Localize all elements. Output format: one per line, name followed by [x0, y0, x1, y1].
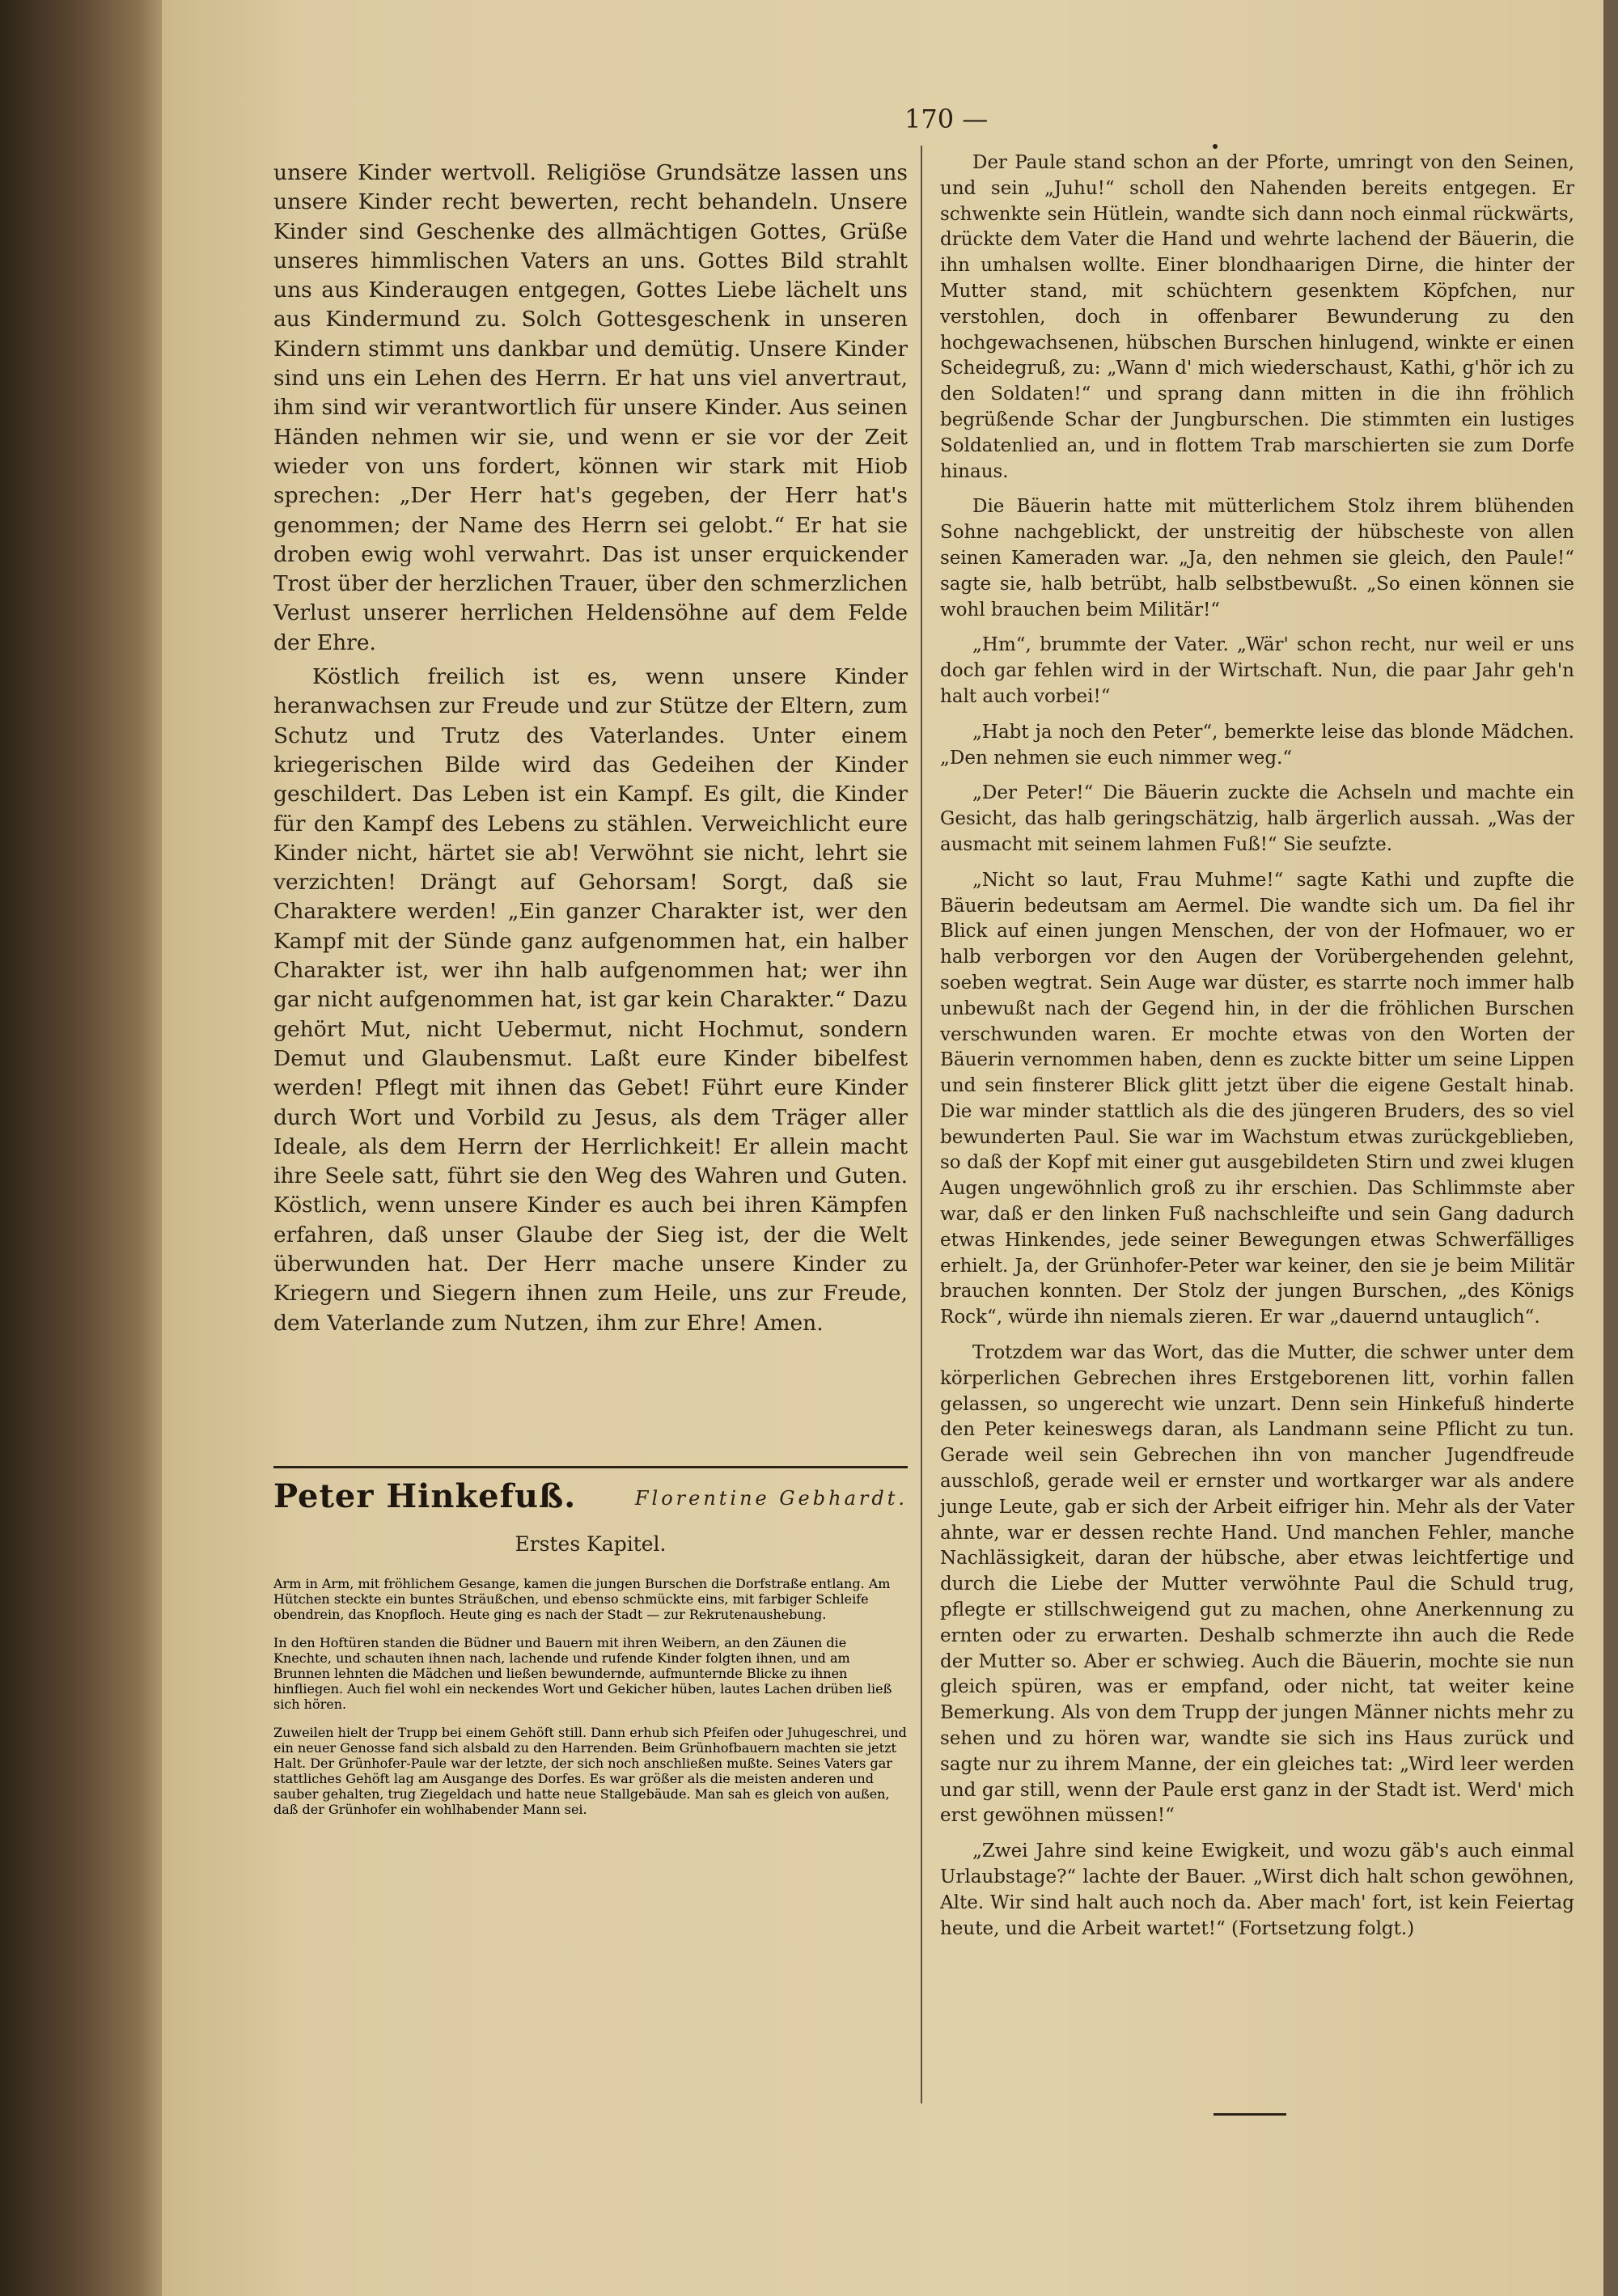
chapter-heading: Erstes Kapitel.: [515, 1532, 667, 1556]
story-paragraph: „Zwei Jahre sind keine Ewigkeit, und wozu gäb's auch einmal Urlaubstage?“ lachte der Bauer. „Wirst dich halt schon gewöhnen, Alte. Wir sind halt auch noch da. Aber mach' fort, ist kein Feiertag heute, und die Arbeit wartet!“ (Fortsetzung folgt.): [940, 1841, 1574, 1939]
story-paragraph: Arm in Arm, mit fröhlichem Gesange, kamen die jungen Burschen die Dorfstraße entlang. Am Hütchen steckte ein buntes Sträußchen, und ebenso schmückte eins, mit farbiger Schleife obendrein, das Knopfloch. Heute ging es nach der Stadt — zur Rekrutenaushebung.: [273, 1576, 891, 1622]
end-rule: [1214, 2113, 1286, 2116]
section-divider: [273, 1466, 908, 1468]
story-title: Peter Hinkefuß.: [273, 1477, 577, 1515]
page-edge: [1603, 0, 1618, 2296]
book-spine: [0, 0, 186, 2296]
ink-dot: [1213, 144, 1218, 149]
page-number: 170 —: [904, 104, 989, 134]
story-paragraph: Der Paule stand schon an der Pforte, umringt von den Seinen, und sein „Juhu!“ scholl den Nahenden bereits entgegen. Er schwenkte sein Hütlein, wandte sich dann noch einmal rückwärts, drückte dem Vater die Hand und wehrte lachend der Bäuerin, die ihn umhalsen wollte. Einer blondhaarigen Dirne, die hinter der Mutter stand, mit schüchtern gesenktem Köpfchen, nur verstohlen, doch in offenbarer Bewunderung zu den hochgewachsenen, hübschen Burschen hinlugend, winkte er einen Scheidegruß, zu: „Wann d' mich wiederschaust, Kathi, g'hör ich zu den Soldaten!“ und sprang dann mitten in die ihn fröhlich begrüßende Schar der Jungburschen. Die stimmten ein lustiges Soldatenlied an, und in flottem Trab marschierten sie zum Dorfe hinaus.: [940, 152, 1574, 482]
story-paragraph: „Habt ja noch den Peter“, bemerkte leise das blonde Mädchen. „Den nehmen sie euch nimmer weg.“: [940, 721, 1574, 769]
left-paragraph-2: Köstlich freilich ist es, wenn unsere Kinder heranwachsen zur Freude und zur Stütze der Eltern, zum Schutz und Trutz des Vaterlandes. Unter einem kriegerischen Bilde wird das Gedeihen der Kinder geschildert. Das Leben ist ein Kampf. Es gilt, die Kinder für den Kampf des Lebens zu stählen. Verweichlicht eure Kinder nicht, härtet sie ab! Verwöhnt sie nicht, lehrt sie verzichten! Drängt auf Gehorsam! Sorgt, daß sie Charaktere werden! „Ein ganzer Charakter ist, wer den Kampf mit der Sünde ganz aufgenommen hat, ein halber Charakter ist, wer ihn halb aufgenommen hat; wer ihn gar nicht aufgenommen hat, ist gar kein Charakter.“ Dazu gehört Mut, nicht Uebermut, nicht Hochmut, sondern Demut und Glaubensmut. Laßt eure Kinder bibelfest werden! Pflegt mit ihnen das Gebet! Führt eure Kinder durch Wort und Vorbild zu Jesus, als dem Träger aller Ideale, als dem Herrn der Herrlichkeit! Er allein macht ihre Seele satt, führt sie den Weg des Wahren und Guten. Köstlich, wenn unsere Kinder es auch bei ihren Kämpfen erfahren, daß unser Glaube der Sieg ist, der die Welt überwunden hat. Der Herr mache unsere Kinder zu Kriegern und Siegern ihnen zum Heile, uns zur Freude, dem Vaterlande zum Nutzen, ihm zur Ehre! Amen.: [273, 664, 908, 1336]
story-paragraph: Die Bäuerin hatte mit mütterlichem Stolz ihrem blühenden Sohne nachgeblickt, der unstreitig der hübscheste von allen seinen Kameraden war. „Ja, den nehmen sie gleich, den Paule!“ sagte sie, halb betrübt, halb selbstbewußt. „So einen können sie wohl brauchen beim Militär!“: [940, 496, 1574, 621]
story-paragraph: Zuweilen hielt der Trupp bei einem Gehöft still. Dann erhub sich Pfeifen oder Juhugeschrei, und ein neuer Genosse fand sich alsbald zu den Harrenden. Beim Grünhofbauern machten sie jetzt Halt. Der Grünhofer-Paule war der letzte, der sich noch anschließen mußte. Seines Vaters gar stattliches Gehöft lag am Ausgange des Dorfes. Es war größer als die meisten anderen und sauber gehalten, trug Ziegeldach und hatte neue Stallgebäude. Man sah es gleich von außen, daß der Grünhofer ein wohlhabender Mann sei.: [273, 1725, 907, 1817]
story-header: [273, 1477, 908, 1523]
story-paragraph: „Nicht so laut, Frau Muhme!“ sagte Kathi und zupfte die Bäuerin bedeutsam am Aermel. Die wandte sich um. Da fiel ihr Blick auf einen jungen Menschen, der von der Hofmauer, wo er halb verborgen vor den Augen der Vorübergehenden gelehnt, soeben wegtrat. Sein Auge war düster, es starrte noch immer halb unbewußt nach der Gegend hin, in der die fröhlichen Burschen verschwunden waren. Er mochte etwas von den Worten der Bäuerin vernommen haben, denn es zuckte bitter um seine Lippen und sein finsterer Blick glitt jetzt über die eigene Gestalt hinab. Die war minder stattlich als die des jüngeren Bruders, des so viel bewunderten Paul. Sie war im Wachstum etwas zurückgeblieben, so daß der Kopf mit einer gut ausgebildeten Stirn und zwei klugen Augen ungewöhnlich groß zu ihr erschien. Das Schlimmste aber war, daß er den linken Fuß nachschleifte und sein Gang dadurch etwas Hinkendes, jede seiner Bewegungen etwas Schwerfälliges erhielt. Ja, der Grünhofer-Peter war keiner, den sie je beim Militär brauchen konnten. Der Stolz der jungen Burschen, „des Königs Rock“, würde ihn niemals zieren. Er war „dauernd untauglich“.: [940, 869, 1574, 1328]
story-paragraph: Trotzdem war das Wort, das die Mutter, die schwer unter dem körperlichen Gebrechen ihres Erstgeborenen litt, vorhin fallen gelassen, so ungerecht wie unzart. Denn sein Hinkefuß hinderte den Peter keineswegs daran, als Landmann seine Pflicht zu tun. Gerade weil sein Gebrechen ihn von mancher Jugendfreude ausschloß, gerade weil er ernster und wortkarger war als andere junge Leute, gab er sich der Arbeit eifriger hin. Mehr als der Vater ahnte, war er dessen rechte Hand. Und manchen Fehler, manche Nachlässigkeit, daran der hübsche, aber etwas leichtfertige und durch die Liebe der Mutter verwöhnte Paul die Schuld trug, pflegte er stillschweigend gut zu machen, ohne Anerkennung zu ernten oder zu erwarten. Deshalb schmerzte ihn auch die Rede der Mutter so. Aber er schwieg. Auch die Bäuerin, mochte sie nun gleich spüren, was er empfand, oder nicht, tat weiter keine Bemerkung. Als von dem Trupp der jungen Männer nichts mehr zu sehen und zu hören war, wandte sie sich ins Haus zurück und sagte nur zu ihrem Manne, der ein gleiches tat: „Wird leer werden und gar still, wenn der Paule erst ganz in der Stadt ist. Werd' mich erst gewöhnen müssen!“: [940, 1342, 1574, 1827]
story-left-text: [273, 1563, 908, 1830]
column-rule: [921, 146, 922, 2103]
right-column: [940, 150, 1574, 1942]
story-paragraph: In den Hoftüren standen die Büdner und Bauern mit ihren Weibern, an den Zäunen die Knechte, und schauten ihnen nach, lachende und rufende Kinder folgten ihnen, und am Brunnen lehnten die Mädchen und ließen bewundernde, aufmunternde Blicke zu ihnen hinfliegen. Auch fiel wohl ein neckendes Wort und Gekicher hüben, lautes Lachen drüben ließ sich hören.: [273, 1635, 892, 1712]
left-column: [273, 159, 908, 1338]
story-paragraph: „Der Peter!“ Die Bäuerin zuckte die Achseln und machte ein Gesicht, das halb geringschätzig, halb ärgerlich aussah. „Was der ausmacht mit seinem lahmen Fuß!“ Sie seufzte.: [940, 782, 1574, 855]
left-paragraph-1: unsere Kinder wertvoll. Religiöse Grundsätze lassen uns unsere Kinder recht bewerten, recht behandeln. Unsere Kinder sind Geschenke des allmächtigen Gottes, Grüße unseres himmlischen Vaters an uns. Gottes Bild strahlt uns aus Kinderaugen entgegen, Gottes Liebe lächelt uns aus Kindermund zu. Solch Gottesgeschenk in unseren Kindern stimmt uns dankbar und demütig. Unsere Kinder sind uns ein Lehen des Herrn. Er hat uns viel anvertraut, ihm sind wir verantwortlich für unsere Kinder. Aus seinen Händen nehmen wir sie, und wenn er sie vor der Zeit wieder von uns fordert, können wir stark mit Hiob sprechen: „Der Herr hat's gegeben, der Herr hat's genommen; der Name des Herrn sei gelobt.“ Er hat sie droben ewig wohl verwahrt. Das ist unser erquickender Trost über der herzlichen Trauer, über den schmerzlichen Verlust unserer herrlichen Heldensöhne auf dem Felde der Ehre.: [273, 160, 908, 655]
story-paragraph: „Hm“, brummte der Vater. „Wär' schon recht, nur weil er uns doch gar fehlen wird in der Wirtschaft. Nun, die paar Jahr geh'n halt auch vorbei!“: [940, 634, 1574, 707]
story-author: Florentine Gebhardt.: [634, 1487, 908, 1510]
